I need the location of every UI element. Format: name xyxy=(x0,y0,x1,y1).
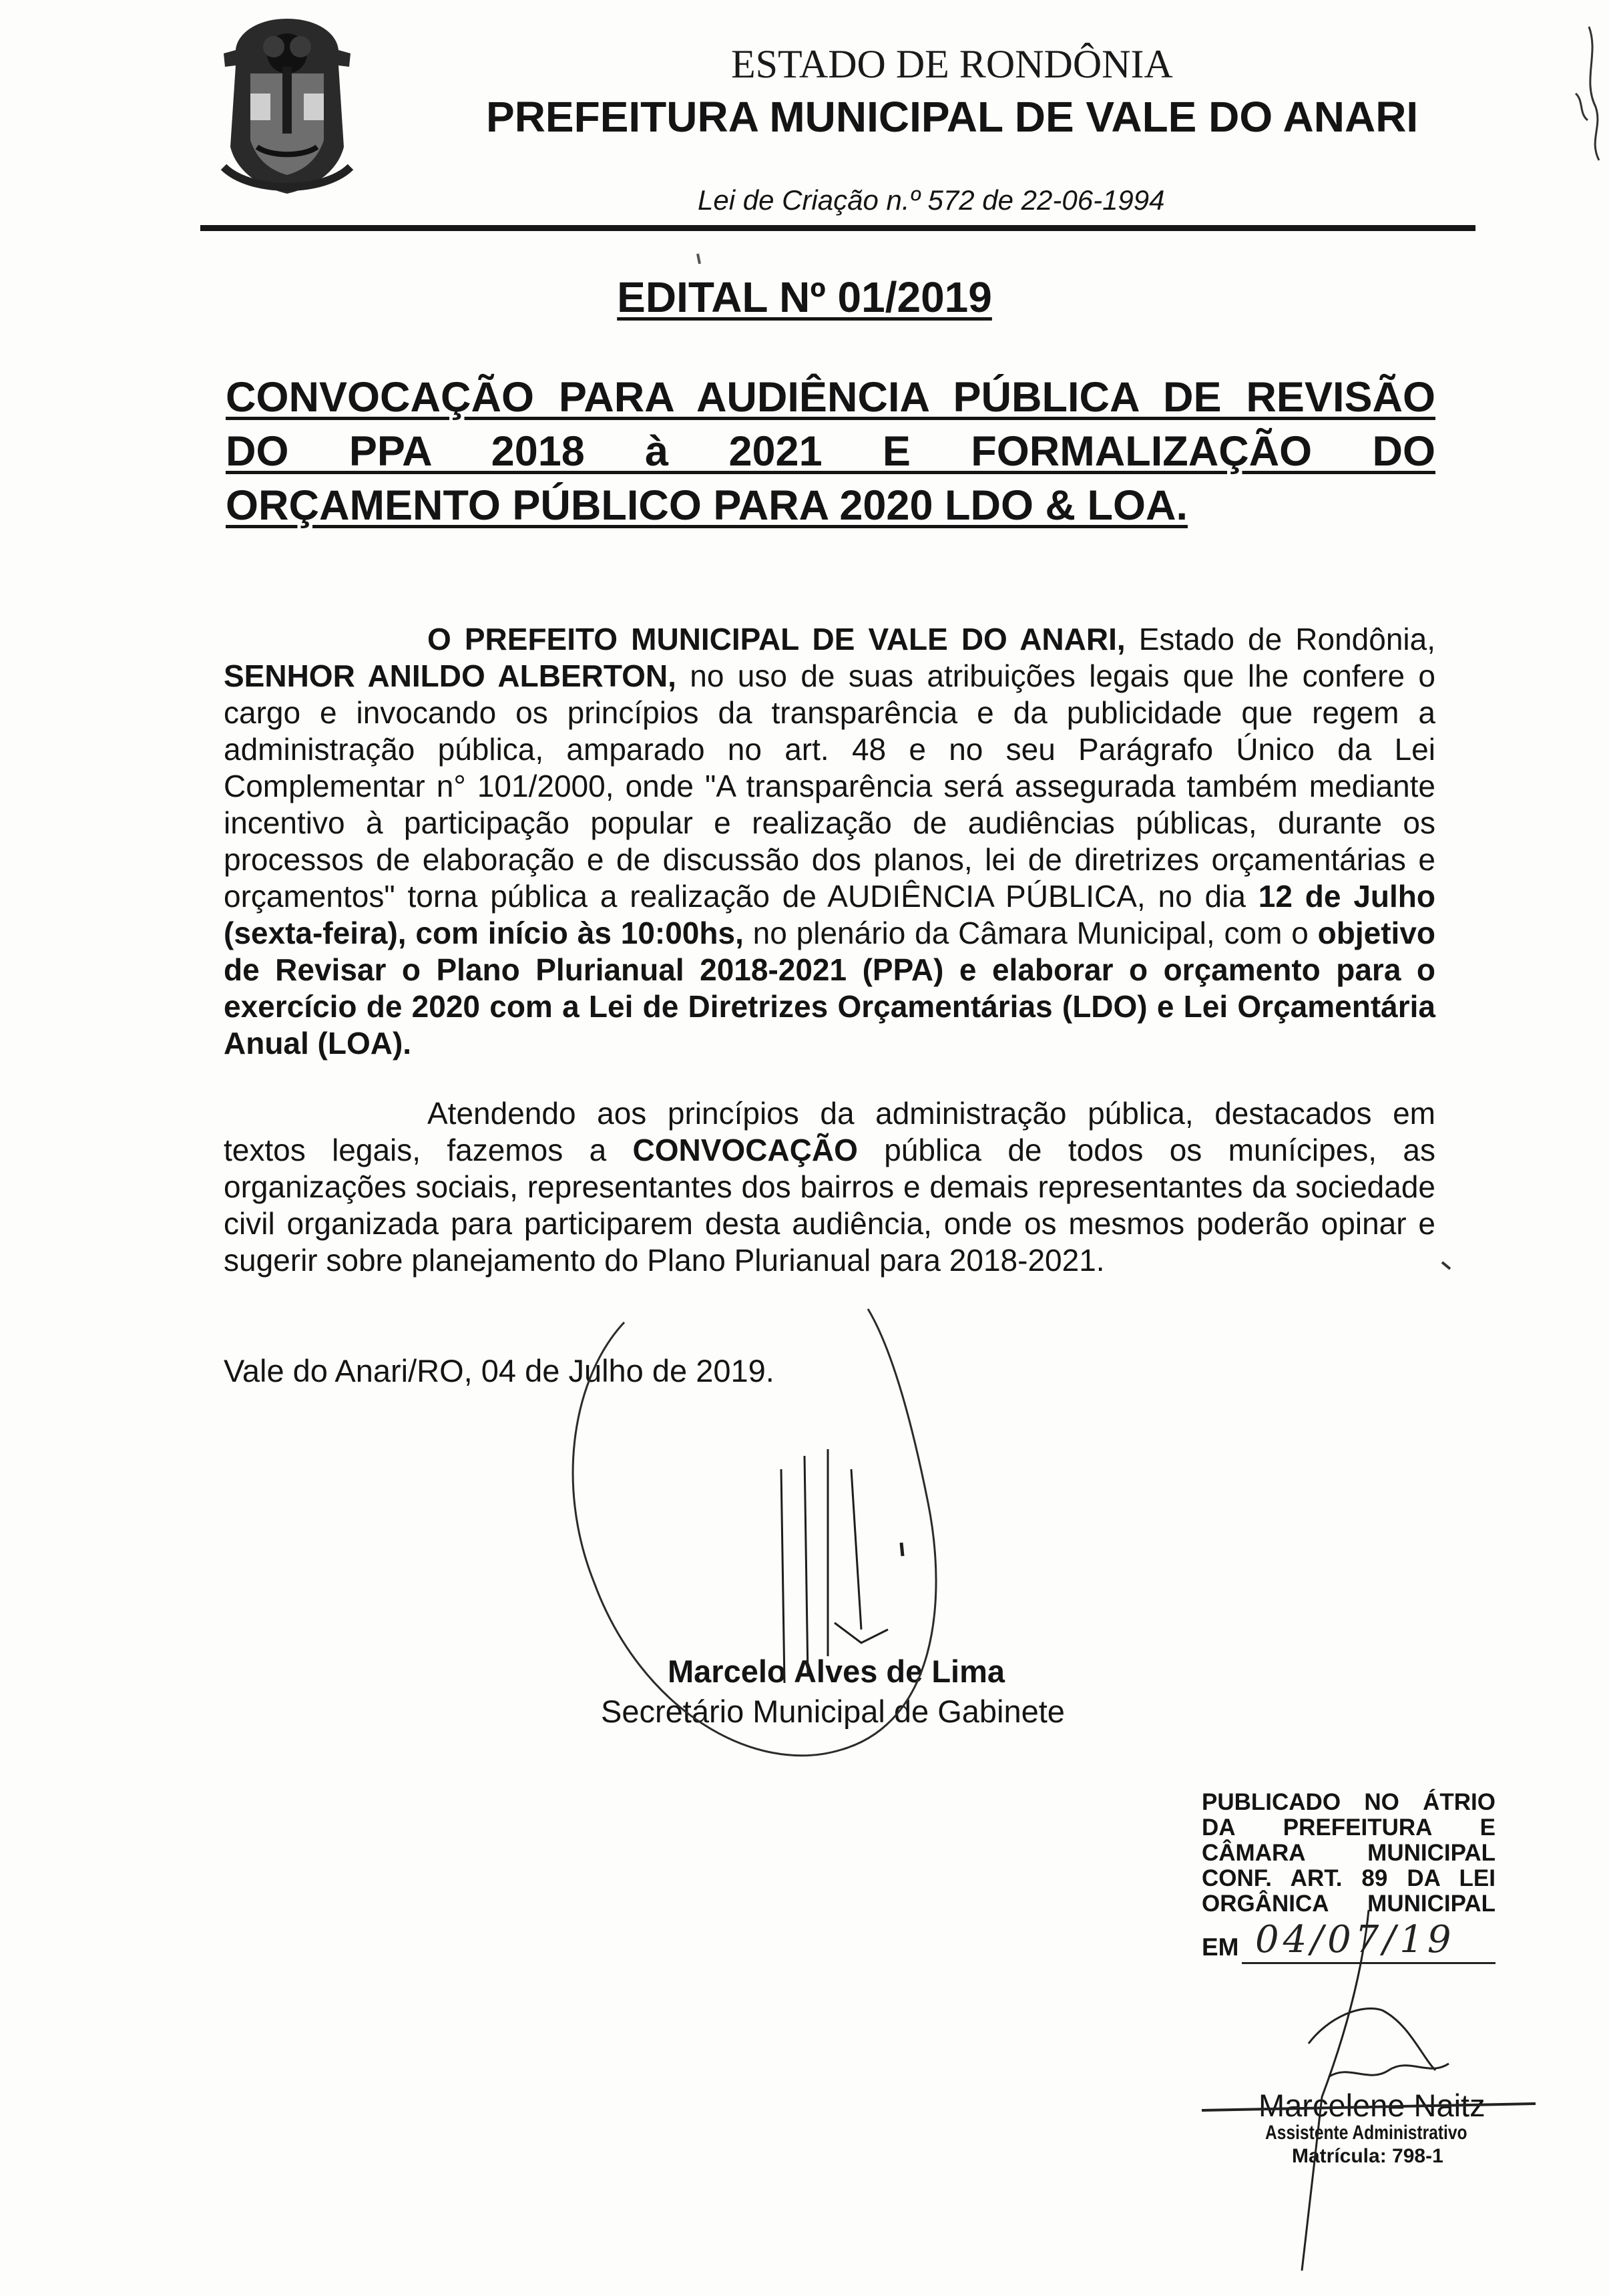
signatory-role: Secretário Municipal de Gabinete xyxy=(601,1694,1065,1729)
stamp-line-4: CONF. ART. 89 DA LEI xyxy=(1202,1865,1496,1891)
stamp-line-3: CÂMARA MUNICIPAL xyxy=(1202,1840,1496,1866)
place-date: Vale do Anari/RO, 04 de Julho de 2019. xyxy=(224,1353,774,1388)
state-name: ESTADO DE RONDÔNIA xyxy=(731,42,1173,86)
p1-text-a: Estado de Rondônia, xyxy=(1125,622,1435,656)
signatory-name: Marcelo Alves de Lima xyxy=(668,1654,1005,1689)
p2-text-b: pública de todos os munícipes, as organizações sociais, representantes dos bairros e demais representantes da sociedade civil organizada para participarem desta audiência, onde os mesmos poderão opinar e sugerir sobre planejamento do Plano Plurianual para 2018-2021. xyxy=(224,1133,1435,1278)
creation-law: Lei de Criação n.º 572 de 22-06-1994 xyxy=(698,184,1165,216)
edital-number: EDITAL Nº 01/2019 xyxy=(617,273,992,321)
p1-text-c: no plenário da Câmara Municipal, com o xyxy=(743,916,1318,950)
prefeitura-name: PREFEITURA MUNICIPAL DE VALE DO ANARI xyxy=(486,93,1419,141)
p1-mayor-name: SENHOR ANILDO ALBERTON, xyxy=(224,658,676,693)
p1-text-b: no uso de suas atribuições legais que lhe confere o cargo e invocando os princípios da transparência e da publicidade que regem a administração pública, amparado no art. 48 e no seu Parágrafo Único da Lei Complementar n° 101/2000, onde "A transparência será assegurada também mediante incentivo à participação popular e realização de audiências públicas, durante os processos de elaboração e de discussão dos planos, lei de diretrizes orçamentárias e orçamentos" torna pública a realização de AUDIÊNCIA PÚBLICA, no dia xyxy=(224,658,1435,914)
p1-date-time: 12 de Julho (sexta-feira), com início às 10:00hs, xyxy=(224,879,1436,950)
paragraph-1 xyxy=(224,621,1435,1062)
p1-mayor-title: O PREFEITO MUNICIPAL DE VALE DO ANARI, xyxy=(427,622,1126,656)
assistant-role: Assistente Administrativo xyxy=(1265,2122,1467,2144)
stamp-em-label: EM xyxy=(1202,1933,1239,1961)
stamp-line-5: ORGÂNICA MUNICIPAL xyxy=(1202,1891,1496,1917)
publication-stamp xyxy=(1202,1790,1496,1917)
subject-line-1: CONVOCAÇÃO PARA AUDIÊNCIA PÚBLICA DE REVISÃO xyxy=(226,374,1435,421)
header-divider xyxy=(200,225,1475,231)
stamp-handwritten-date: 04/07/19 xyxy=(1255,1918,1455,1961)
paragraph-2 xyxy=(224,1095,1435,1279)
municipal-coat-of-arms-icon xyxy=(210,13,364,200)
stamp-line-2: DA PREFEITURA E xyxy=(1202,1814,1496,1841)
assistant-matricula: Matrícula: 798-1 xyxy=(1292,2145,1443,2167)
subject-line-3: ORÇAMENTO PÚBLICO PARA 2020 LDO & LOA. xyxy=(226,482,1188,529)
edital-subject xyxy=(226,371,1435,533)
p2-text-a: Atendendo aos princípios da administração pública, destacados em textos legais, fazemos a xyxy=(224,1096,1435,1167)
p2-convocacao: CONVOCAÇÃO xyxy=(632,1133,858,1167)
stamp-date-line xyxy=(1242,1962,1496,1964)
p1-objective: objetivo de Revisar o Plano Plurianual 2018-2021 (PPA) e elaborar o orçamento para o exercício de 2020 com a Lei de Diretrizes Orçamentárias (LDO) e Lei Orçamentária Anual (LOA). xyxy=(224,916,1435,1061)
subject-line-2: DO PPA 2018 à 2021 E FORMALIZAÇÃO DO xyxy=(226,428,1435,475)
assistant-name: Marcelene Naitz xyxy=(1258,2088,1485,2123)
stamp-line-1: PUBLICADO NO ÁTRIO xyxy=(1202,1789,1496,1815)
